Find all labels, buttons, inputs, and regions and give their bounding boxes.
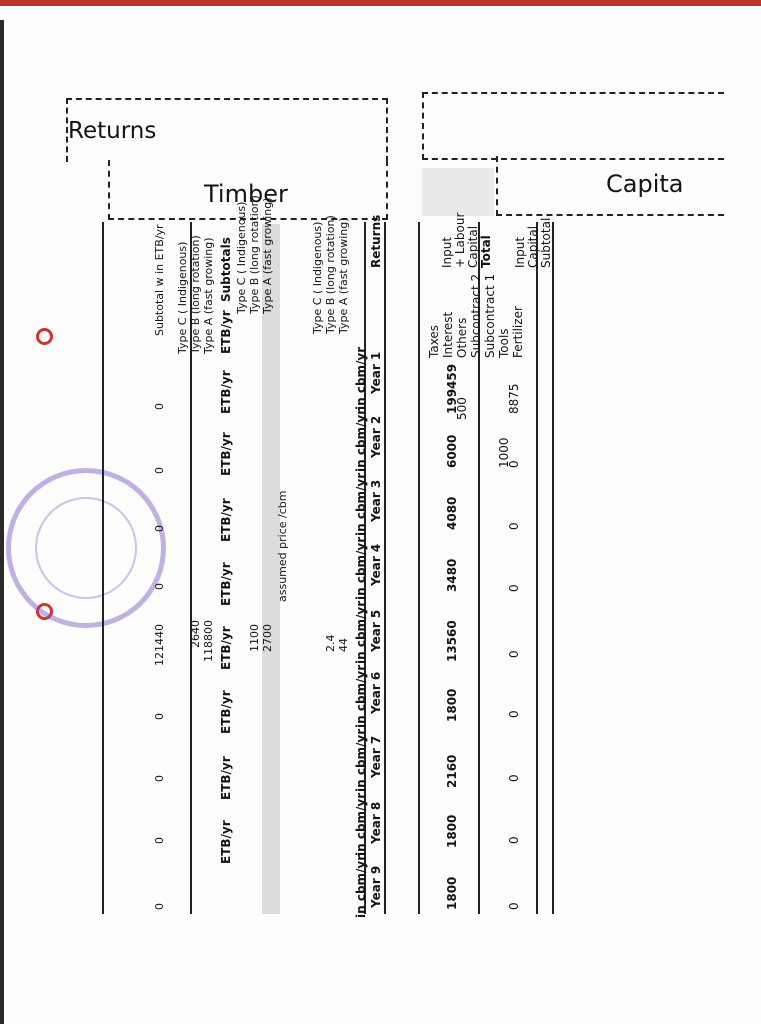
assumed-price-row — [277, 214, 290, 914]
etb-unit: ETB/yr — [219, 756, 233, 800]
subtotal-label: Subtotal — [539, 217, 553, 268]
total-values-row — [446, 214, 459, 914]
subtotal-label: Capital — [526, 225, 540, 268]
subtotal-etb-label: Subtotal w in ETB/yr — [153, 224, 166, 336]
year-header: Year 5 — [369, 609, 383, 652]
capital-item-label: Interest — [441, 311, 455, 358]
subtotal-etb-value: 121440 — [153, 624, 166, 666]
price-value: 2700 — [261, 624, 274, 652]
total-label: Capital — [466, 225, 480, 268]
unit-header: in cbm/yr — [354, 664, 368, 728]
price-row-label: Type A (fast growing) — [261, 197, 274, 314]
subtotal-etb-row — [154, 214, 167, 914]
returns-label: Returns — [369, 214, 383, 268]
assumed-price-label: assumed price /cbm — [276, 490, 289, 602]
income-row — [190, 214, 203, 914]
capital-shade — [422, 168, 494, 216]
timber-section-title: Timber — [204, 180, 288, 208]
returns-section-title: Returns — [68, 118, 157, 144]
price-row — [248, 195, 262, 914]
subtotal-capital-value: 0 — [507, 710, 521, 718]
subtotal-capital-value: 0 — [507, 460, 521, 468]
capital-item-row — [428, 214, 441, 914]
subtotal-etb-value: 0 — [153, 713, 166, 720]
volume-value: 2.4 — [324, 634, 337, 652]
etb-unit: ETB/yr — [219, 498, 233, 542]
subtotal-label-row — [540, 214, 553, 914]
year-header-row — [370, 214, 383, 914]
price-value: 1100 — [248, 624, 261, 652]
unit-header: in cbm/yr — [354, 408, 368, 472]
subtotal-capital-value: 0 — [507, 774, 521, 782]
income-row-label: Type B (long rotation) — [189, 235, 202, 354]
subtotal-capital-value: 0 — [507, 836, 521, 844]
others-value: 500 — [455, 397, 469, 420]
subtotal-etb-value: 0 — [153, 525, 166, 532]
capital-item-label: Taxes — [427, 324, 441, 358]
etb-unit: ETB/yr — [219, 562, 233, 606]
year-header: Year 2 — [369, 415, 383, 458]
total-value: 13560 — [445, 620, 459, 662]
unit-header-row — [354, 214, 368, 918]
year-header: Year 8 — [369, 801, 383, 844]
capital-item-label: Subcontract 2 — [469, 273, 483, 358]
unit-header: in cbm/yr — [354, 472, 368, 536]
unit-header: in cbm/yr — [354, 792, 368, 856]
volume-row — [325, 214, 338, 914]
volume-value: 44 — [337, 638, 350, 652]
year-header: Year 9 — [369, 865, 383, 908]
subtotal-etb-value: 0 — [153, 775, 166, 782]
rotated-budget-table — [100, 195, 553, 918]
subtotals-label: Subtotals — [219, 237, 233, 302]
total-value: 1800 — [445, 814, 459, 848]
total-value: 6000 — [445, 434, 459, 468]
etb-unit: ETB/yr — [219, 370, 233, 414]
total-label: Total — [479, 235, 493, 268]
price-row — [261, 197, 275, 914]
capital-item-label: Fertilizer — [511, 306, 525, 358]
capital-header-box — [422, 92, 724, 160]
price-row — [235, 201, 249, 914]
subtotal-etb-value: 0 — [153, 467, 166, 474]
capital-item-label: Tools — [497, 328, 511, 358]
etb-header-row — [220, 214, 233, 914]
etb-unit: ETB/yr — [219, 690, 233, 734]
unit-header: in cbm/yr — [354, 854, 368, 918]
subtotal-capital-value: 0 — [507, 584, 521, 592]
income-value: 2640 — [189, 620, 202, 648]
subtotal-label: Input — [513, 236, 527, 268]
etb-unit: ETB/yr — [219, 310, 233, 354]
volume-row — [338, 214, 351, 914]
total-value: 1800 — [445, 876, 459, 910]
year-header: Year 3 — [369, 479, 383, 522]
income-row — [203, 214, 216, 914]
tools-value: 1000 — [497, 437, 511, 468]
income-row-label: Type C ( Indigenous) — [176, 241, 189, 354]
subtotal-capital-value: 0 — [507, 650, 521, 658]
year-header: Year 7 — [369, 735, 383, 778]
subtotal-etb-value: 0 — [153, 583, 166, 590]
volume-row — [312, 214, 325, 914]
total-value: 2160 — [445, 754, 459, 788]
total-label: + Labour — [453, 212, 467, 268]
unit-header: in cbm/yr — [354, 536, 368, 600]
total-label-row — [466, 214, 483, 914]
year-header: Year 6 — [369, 671, 383, 714]
volume-row-label: Type B (long rotation) — [324, 215, 337, 334]
total-value: 3480 — [445, 558, 459, 592]
total-label: Input — [440, 236, 454, 268]
etb-unit: ETB/yr — [219, 626, 233, 670]
volume-row-label: Type A (fast growing) — [337, 217, 350, 334]
total-label-row — [480, 214, 493, 914]
total-value: 4080 — [445, 496, 459, 530]
income-row-label: Type A (fast growing) — [202, 237, 215, 354]
unit-header: in cbm/yr — [354, 346, 368, 410]
subtotal-capital-values — [508, 214, 521, 914]
punch-hole-icon — [36, 328, 53, 345]
income-row — [177, 214, 190, 914]
subtotal-etb-value: 0 — [153, 403, 166, 410]
price-row-label: Type B (long rotation) — [248, 195, 261, 314]
etb-unit: ETB/yr — [219, 820, 233, 864]
etb-unit: ETB/yr — [219, 432, 233, 476]
year-header: Year 4 — [369, 543, 383, 586]
subtotal-capital-value: 0 — [507, 522, 521, 530]
unit-header: in cbm/yr — [354, 600, 368, 664]
paper-top-edge — [0, 0, 761, 6]
volume-row-label: Type C ( Indigenous) — [311, 221, 324, 334]
subtotal-capital-value: 0 — [507, 902, 521, 910]
paper-left-edge — [0, 20, 4, 1024]
unit-header: in cbm/yr — [354, 728, 368, 792]
price-row-label: Type C ( Indigenous) — [235, 201, 248, 314]
capital-item-label: Subcontract 1 — [483, 273, 497, 358]
subtotal-etb-value: 0 — [153, 903, 166, 910]
total-value: 199459 — [445, 363, 459, 414]
capital-item-label: Others — [455, 317, 469, 358]
subtotal-capital-value: 8875 — [507, 383, 521, 414]
subtotal-etb-value: 0 — [153, 837, 166, 844]
subtotal-label-row — [527, 214, 540, 914]
total-value: 1800 — [445, 688, 459, 722]
income-value: 118800 — [202, 620, 215, 662]
year-header: Year 1 — [369, 351, 383, 394]
capital-section-title: Capita — [606, 170, 684, 198]
